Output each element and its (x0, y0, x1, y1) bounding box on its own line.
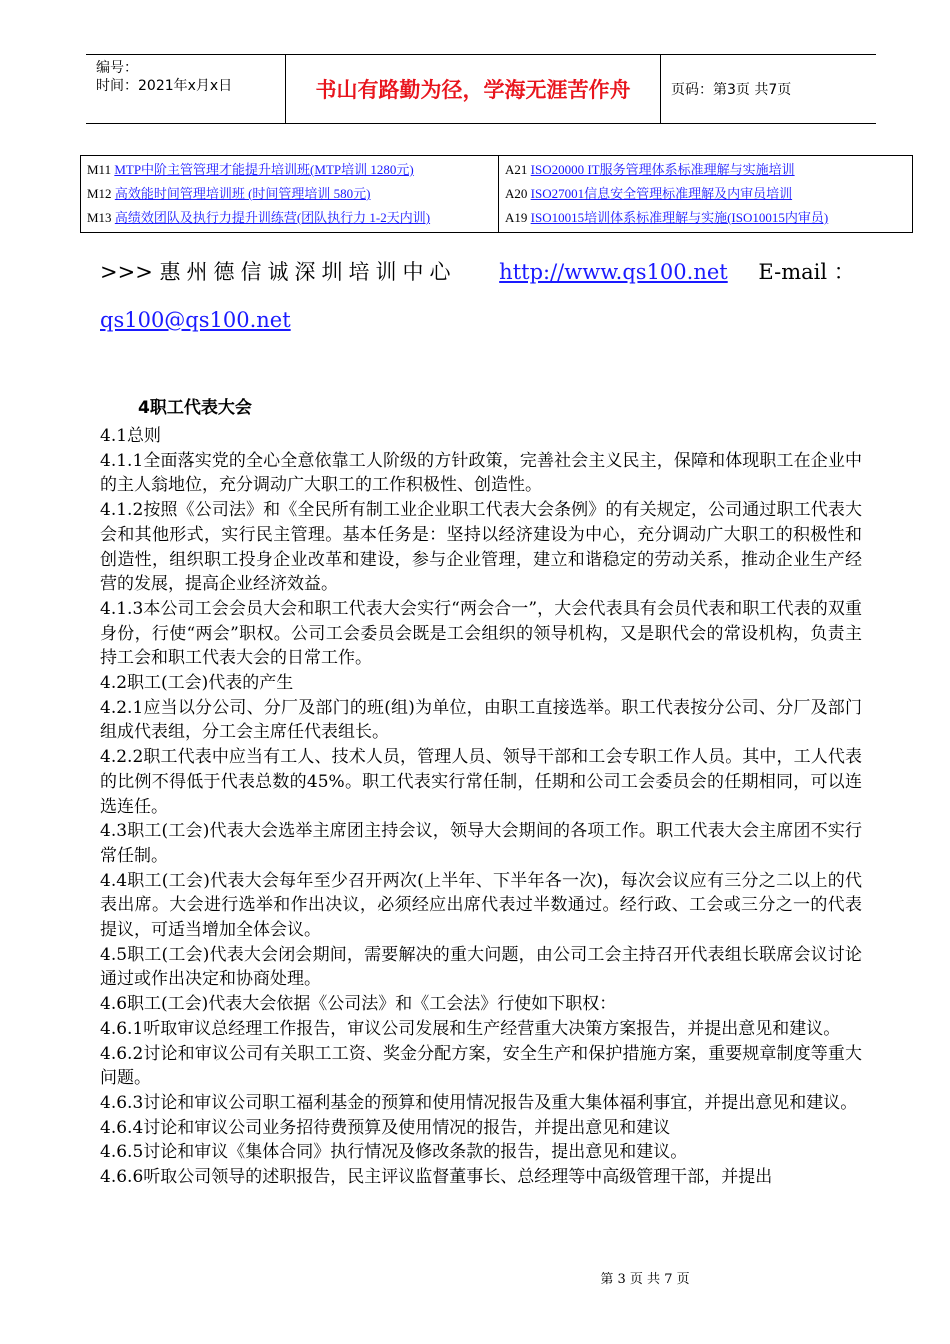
ad-code: A20 (505, 186, 528, 201)
email-label: E-mail ： (758, 260, 855, 284)
ad-code: M11 (87, 162, 112, 177)
paragraph: 4.1.2按照《公司法》和《全民所有制工业企业职工代表大会条例》的有关规定，公司通过职工代表大会和其他形式，实行民主管理。基本任务是：坚持以经济建设为中心，充分调动广大职工的积极性和创造性，组织职工投身企业改革和建设，参与企业管理，建立和谐稳定的劳动关系，推动企业生产经营的发展，提高企业经济效益。 (100, 500, 862, 595)
paragraph: 4.1.1全面落实党的全心全意依靠工人阶级的方针政策，完善社会主义民主，保障和体现职工在企业中的主人翁地位，充分调动广大职工的工作积极性、创造性。 (100, 450, 862, 496)
paragraph: 4.6.6听取公司领导的述职报告，民主评议监督董事长、总经理等中高级管理干部，并提出 (100, 1167, 773, 1188)
paragraph: 4.2职工(工会)代表的产生 (100, 673, 294, 694)
ad-item (87, 182, 492, 206)
number-label: 编号： (96, 60, 138, 76)
page-number-label: 页码：第3页 共7页 (671, 82, 792, 98)
ad-link[interactable]: ISO10015培训体系标准理解与实施(ISO10015内审员) (530, 210, 829, 225)
contact-prefix: >>> (100, 260, 153, 284)
section-title: 4职工代表大会 (138, 398, 252, 418)
ad-code: A21 (505, 162, 528, 177)
paragraph: 4.6职工(工会)代表大会依据《公司法》和《工会法》行使如下职权： (100, 994, 617, 1015)
paragraph: 4.5职工(工会)代表大会闭会期间，需要解决的重大问题，由公司工会主持召开代表组长联席会议讨论通过或作出决定和协商处理。 (100, 944, 862, 990)
ad-link[interactable]: 高效能时间管理培训班 (时间管理培训 580元) (114, 186, 371, 201)
ad-item (87, 158, 492, 182)
website-link[interactable]: http://www.qs100.net (499, 260, 728, 284)
paragraph: 4.6.1听取审议总经理工作报告，审议公司发展和生产经营重大决策方案报告，并提出意见和建议。 (100, 1018, 841, 1039)
email-link[interactable]: qs100@qs100.net (100, 308, 291, 332)
ad-link[interactable]: ISO27001信息安全管理标准理解及内审员培训 (530, 186, 793, 201)
paragraph: 4.3职工(工会)代表大会选举主席团主持会议，领导大会期间的各项工作。职工代表大会主席团不实行常任制。 (100, 821, 862, 866)
body-text (100, 424, 862, 1190)
paragraph: 4.6.3讨论和审议公司职工福利基金的预算和使用情况报告及重大集体福利事宜，并提出意见和建议。 (100, 1092, 858, 1113)
ad-link[interactable]: ISO20000 IT服务管理体系标准理解与实施培训 (530, 162, 795, 177)
page-header (86, 54, 876, 124)
ads-left-column (81, 156, 499, 233)
ad-code: A19 (505, 210, 528, 225)
paragraph: 4.1.3本公司工会会员大会和职工代表大会实行“两会合一”，大会代表具有会员代表和职工代表的双重身份，行使“两会”职权。公司工会委员会既是工会组织的领导机构，又是职代会的常设机构，负责主持工会和职工代表大会的日常工作。 (100, 598, 862, 669)
ad-link[interactable]: 高绩效团队及执行力提升训练营(团队执行力 1-2天内训) (114, 210, 431, 225)
ads-right-column (499, 156, 913, 233)
motto: 书山有路勤为径，学海无涯苦作舟 (286, 55, 661, 123)
header-meta (86, 55, 286, 123)
ad-item (505, 206, 906, 230)
ad-item (87, 206, 492, 230)
paragraph: 4.1总则 (100, 426, 162, 446)
paragraph: 4.4职工(工会)代表大会每年至少召开两次(上半年、下半年各一次)，每次会议应有三分之二以上的代表出席。大会进行选举和作出决议，必须经应出席代表过半数通过。经行政、工会或三分之一的代表提议，可适当增加全体会议。 (100, 870, 862, 941)
paragraph: 4.6.2讨论和审议公司有关职工工资、奖金分配方案，安全生产和保护措施方案，重要规章制度等重大问题。 (100, 1043, 862, 1089)
ad-item (505, 182, 906, 206)
ad-code: M13 (87, 210, 112, 225)
ad-code: M12 (87, 186, 112, 201)
page-footer: 第 3 页 共 7 页 (600, 1272, 690, 1287)
date-label: 时间：2021年x月x日 (96, 78, 233, 94)
contact-block (100, 248, 860, 344)
paragraph: 4.6.5讨论和审议《集体合同》执行情况及修改条款的报告，提出意见和建议。 (100, 1142, 688, 1163)
paragraph: 4.2.2职工代表中应当有工人、技术人员，管理人员、领导干部和工会专职工作人员。其中，工人代表的比例不得低于代表总数的45%。职工代表实行常任制，任期和公司工会委员会的任期相同，可以连选连任。 (100, 747, 862, 817)
paragraph: 4.6.4讨论和审议公司业务招待费预算及使用情况的报告，并提出意见和建议 (100, 1117, 671, 1138)
ad-item (505, 158, 906, 182)
paragraph: 4.2.1应当以分公司、分厂及部门的班(组)为单位，由职工直接选举。职工代表按分公司、分厂及部门组成代表组，分工会主席任代表组长。 (100, 697, 862, 743)
training-center-name: 惠州德信诚深圳培训中心 (159, 260, 457, 284)
ad-link[interactable]: MTP中阶主管管理才能提升培训班(MTP培训 1280元) (114, 162, 414, 177)
training-ads-table (80, 155, 913, 233)
